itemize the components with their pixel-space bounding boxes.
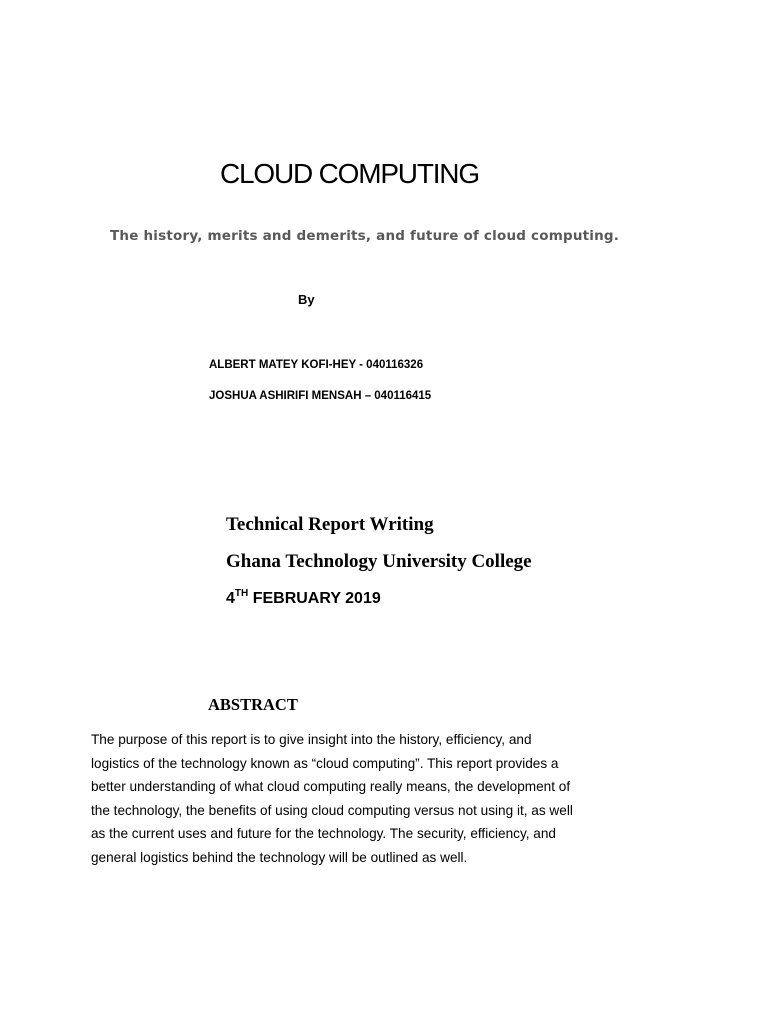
document-title: CLOUD COMPUTING [220, 158, 479, 189]
course-name: Technical Report Writing [226, 514, 434, 535]
institution-name: Ghana Technology University College [226, 551, 532, 572]
author-1: ALBERT MATEY KOFI-HEY - 040116326 [209, 359, 424, 371]
report-date [226, 587, 381, 611]
document-subtitle: The history, merits and demerits, and future of cloud computing. [110, 228, 620, 244]
abstract-line: the technology, the benefits of using cloud computing versus not using it, as well [91, 802, 573, 818]
date-month-year: FEBRUARY 2019 [248, 590, 381, 607]
date-ordinal-suffix: TH [234, 588, 249, 599]
by-label: By [298, 292, 315, 307]
abstract-body [91, 728, 651, 870]
abstract-line: general logistics behind the technology will be outlined as well. [91, 849, 468, 865]
abstract-heading: ABSTRACT [208, 695, 298, 714]
date-day: 4 [226, 590, 235, 607]
author-2: JOSHUA ASHIRIFI MENSAH – 040116415 [209, 390, 432, 402]
abstract-line: better understanding of what cloud computing really means, the development of [91, 779, 571, 795]
abstract-line: The purpose of this report is to give insight into the history, efficiency, and [91, 732, 532, 747]
abstract-line: logistics of the technology known as “cloud computing”. This report provides a [91, 755, 559, 771]
abstract-line: as the current uses and future for the technology. The security, efficiency, and [91, 826, 556, 842]
